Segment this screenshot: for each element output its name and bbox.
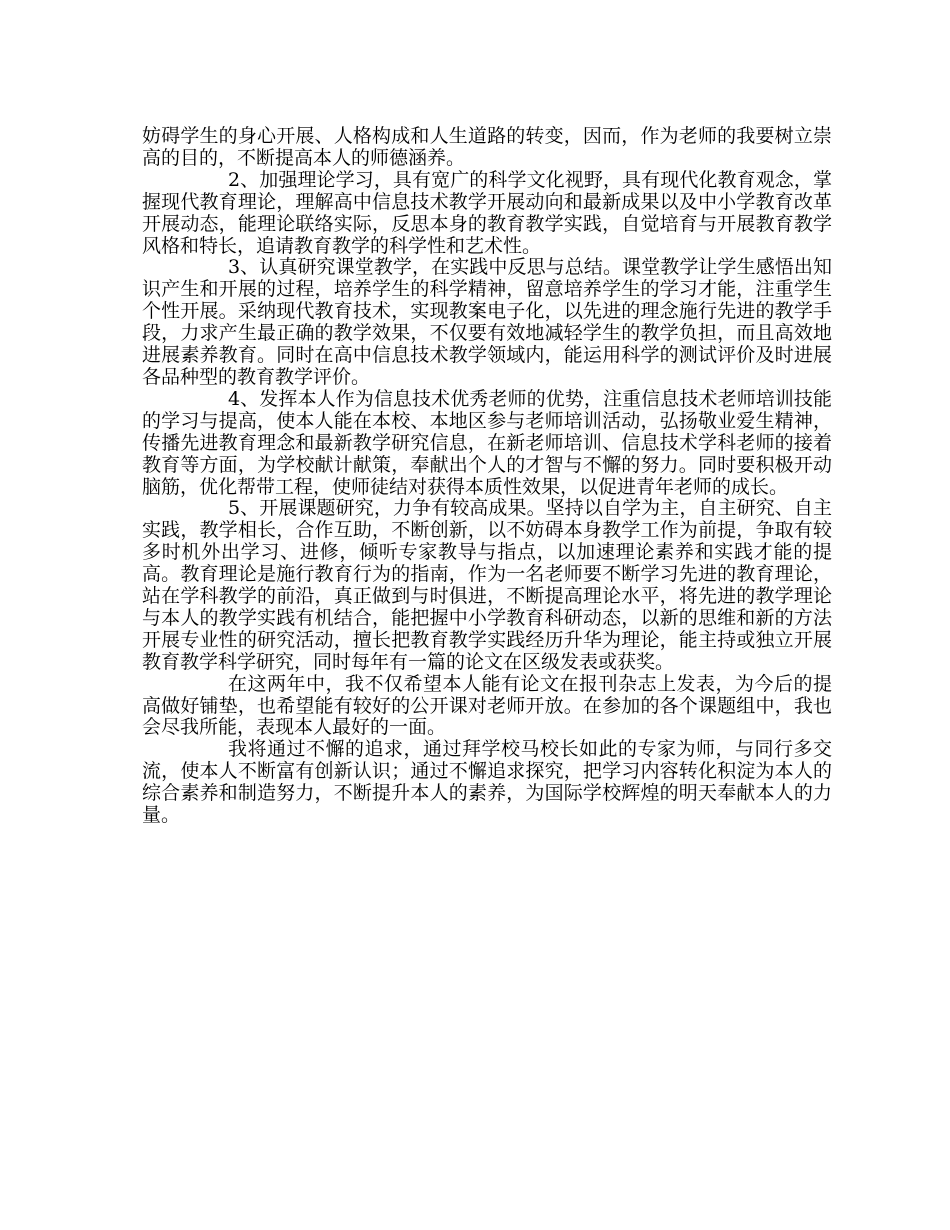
paragraph-3: 3、认真研究课堂教学，在实践中反思与总结。课堂教学让学生感悟出知识产生和开展的过程，培养学生的科学精神，留意培养学生的学习才能，注重学生个性开展。采纳现代教育技术，实现教案电子化，以先进的理念施行先进的教学手段，力求产生最正确的教学效果，不仅要有效地减轻学生的教学负担，而且高效地进展素养教育。同时在高中信息技术教学领域内，能运用科学的测试评价及时进展各品种型的教育教学评价。 bbox=[142, 256, 832, 388]
document-body bbox=[142, 126, 832, 827]
paragraph-1: 妨碍学生的身心开展、人格构成和人生道路的转变，因而，作为老师的我要树立崇高的目的，不断提高本人的师德涵养。 bbox=[142, 125, 832, 169]
paragraph-2: 2、加强理论学习，具有宽广的科学文化视野，具有现代化教育观念，掌握现代教育理论，理解高中信息技术教学开展动向和最新成果以及中小学教育改革开展动态，能理论联络实际，反思本身的教育教学实践，自觉培育与开展教育教学风格和特长，追请教育教学的科学性和艺术性。 bbox=[142, 168, 832, 257]
paragraph-6: 在这两年中，我不仅希望本人能有论文在报刊杂志上发表，为今后的提高做好铺垫，也希望能有较好的公开课对老师开放。在参加的各个课题组中，我也会尽我所能，表现本人最好的一面。 bbox=[142, 672, 832, 739]
paragraph-5: 5、开展课题研究，力争有较高成果。坚持以自学为主，自主研究、自主实践，教学相长，合作互助，不断创新，以不妨碍本身教学工作为前提，争取有较多时机外出学习、进修，倾听专家教导与指点，以加速理论素养和实践才能的提高。教育理论是施行教育行为的指南，作为一名老师要不断学习先进的教育理论，站在学科教学的前沿，真正做到与时俱进，不断提高理论水平，将先进的教学理论与本人的教学实践有机结合，能把握中小学教育科研动态，以新的思维和新的方法开展专业性的研究活动，擅长把教育教学实践经历升华为理论，能主持或独立开展教育教学科学研究，同时每年有一篇的论文在区级发表或获奖。 bbox=[142, 497, 832, 673]
paragraph-7: 我将通过不懈的追求，通过拜学校马校长如此的专家为师，与同行多交流，使本人不断富有创新认识；通过不懈追求探究，把学习内容转化积淀为本人的综合素养和制造努力，不断提升本人的素养，为国际学校辉煌的明天奉献本人的力量。 bbox=[142, 738, 832, 827]
paragraph-4: 4、发挥本人作为信息技术优秀老师的优势，注重信息技术老师培训技能的学习与提高，使本人能在本校、本地区参与老师培训活动，弘扬敬业爱生精神，传播先进教育理念和最新教学研究信息，在新老师培训、信息技术学科老师的接着教育等方面，为学校献计献策，奉献出个人的才智与不懈的努力。同时要积极开动脑筋，优化帮带工程，使师徒结对获得本质性效果，以促进青年老师的成长。 bbox=[142, 387, 832, 498]
